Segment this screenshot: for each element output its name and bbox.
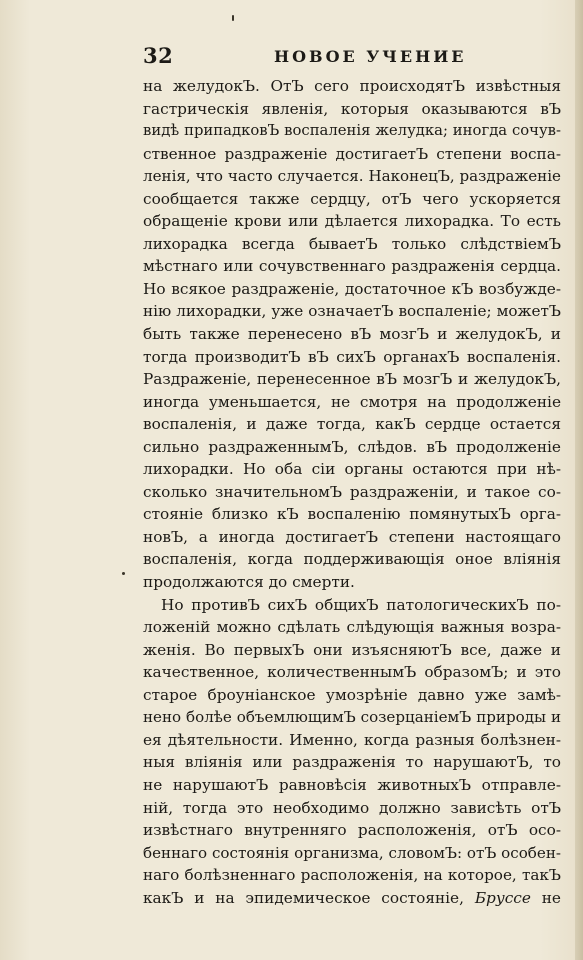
text-line: ленія, что часто случается. НаконецЪ, раздраженіе — [143, 167, 561, 186]
text-line: лихорадки. Но оба сіи органы остаются при нѣ- — [143, 460, 561, 479]
text-line: женія. Во первыхЪ они изъясняютЪ все, даже и — [143, 640, 561, 659]
text-line: ній, тогда это необходимо должно зависѣть отЪ — [143, 798, 561, 817]
text-line: мѣстнаго или сочувственнаго раздраженія сердца. — [143, 257, 561, 276]
text-line-head: какЪ и на эпидемическое состояніе, — [143, 888, 464, 907]
text-line: новЪ, а иногда достигаетЪ степени настоящаго — [143, 527, 561, 546]
text-line: наго болѣзненнаго расположенія, на которое, такЪ — [143, 866, 561, 885]
text-line: Но всякое раздраженіе, достаточное кЪ возбужде- — [143, 279, 561, 298]
text-line: воспаленія, когда поддерживающія оное вліянія — [143, 550, 561, 569]
text-line: на желудокЪ. ОтЪ сего происходятЪ извѣстныя — [143, 77, 561, 95]
text-line: качественное, количественнымЪ образомЪ; и это — [143, 663, 561, 682]
text-line: видѣ припадковЪ воспаленія желудка; иногда сочув- — [143, 122, 561, 140]
text-line: тогда производитЪ вЪ сихЪ органахЪ воспаленія. — [143, 347, 561, 366]
text-line: стояніе близко кЪ воспаленію помянутыхЪ орга- — [143, 505, 561, 524]
paragraph-start-line: Но противЪ сихЪ общихЪ патологическихЪ по- — [161, 595, 561, 614]
text-line: нено болѣе объемлющимЪ созерцаніемЪ природы и — [143, 708, 561, 727]
text-line: ныя вліянія или раздраженія то нарушаютЪ, то — [143, 753, 561, 772]
text-line: ложеній можно сдѣлать слѣдующія важныя возра- — [143, 618, 561, 637]
text-line: не нарушаютЪ равновѣсія животныхЪ отправле- — [143, 775, 561, 794]
text-line: сообщается также сердцу, отЪ чего ускоряется — [143, 189, 561, 208]
body-text — [143, 75, 561, 909]
paragraph-end-line: продолжаются до смерти. — [143, 573, 355, 592]
page-number: 32 — [143, 43, 174, 68]
print-speck — [232, 15, 234, 21]
running-title: НОВОЕ УЧЕНИЕ — [274, 47, 467, 66]
text-line: ея дѣятельности. Именно, когда разныя болѣзнен- — [143, 730, 561, 749]
text-line: Раздраженіе, перенесенное вЪ мозгЪ и желудокЪ, — [143, 370, 561, 389]
text-line: обращеніе крови или дѣлается лихорадка. То есть — [143, 212, 561, 231]
text-line: иногда уменьшается, не смотря на продолженіе — [143, 392, 561, 411]
text-line: лихорадка всегда бываетЪ только слѣдствіемЪ — [143, 234, 561, 253]
text-line: сколько значительномЪ раздраженіи, и такое со- — [143, 482, 561, 501]
text-line: сильно раздраженнымЪ, слѣдов. вЪ продолженіе — [143, 437, 561, 456]
page-edge-shadow — [575, 0, 583, 960]
italic-name: Бруссе — [474, 888, 531, 907]
text-line: быть также перенесено вЪ мозгЪ и желудокЪ, и — [143, 325, 561, 344]
text-line-tail: не — [530, 888, 561, 907]
text-line: гастрическія явленія, которыя оказываются вЪ — [143, 99, 561, 118]
text-line: извѣстнаго внутренняго расположенія, отЪ осо- — [143, 821, 561, 840]
text-line: ственное раздраженіе достигаетЪ степени воспа- — [143, 144, 561, 163]
print-speck — [122, 572, 125, 575]
text-line: беннаго состоянія организма, словомЪ: отЪ особен- — [143, 843, 561, 862]
page-header — [143, 41, 561, 67]
text-line: воспаленія, и даже тогда, какЪ сердце остается — [143, 415, 561, 434]
text-line: нію лихорадки, уже означаетЪ воспаленіе; можетЪ — [143, 302, 561, 321]
text-line: старое броуніанское умозрѣніе давно уже замѣ- — [143, 685, 561, 704]
text-line-with-italic — [143, 887, 561, 910]
